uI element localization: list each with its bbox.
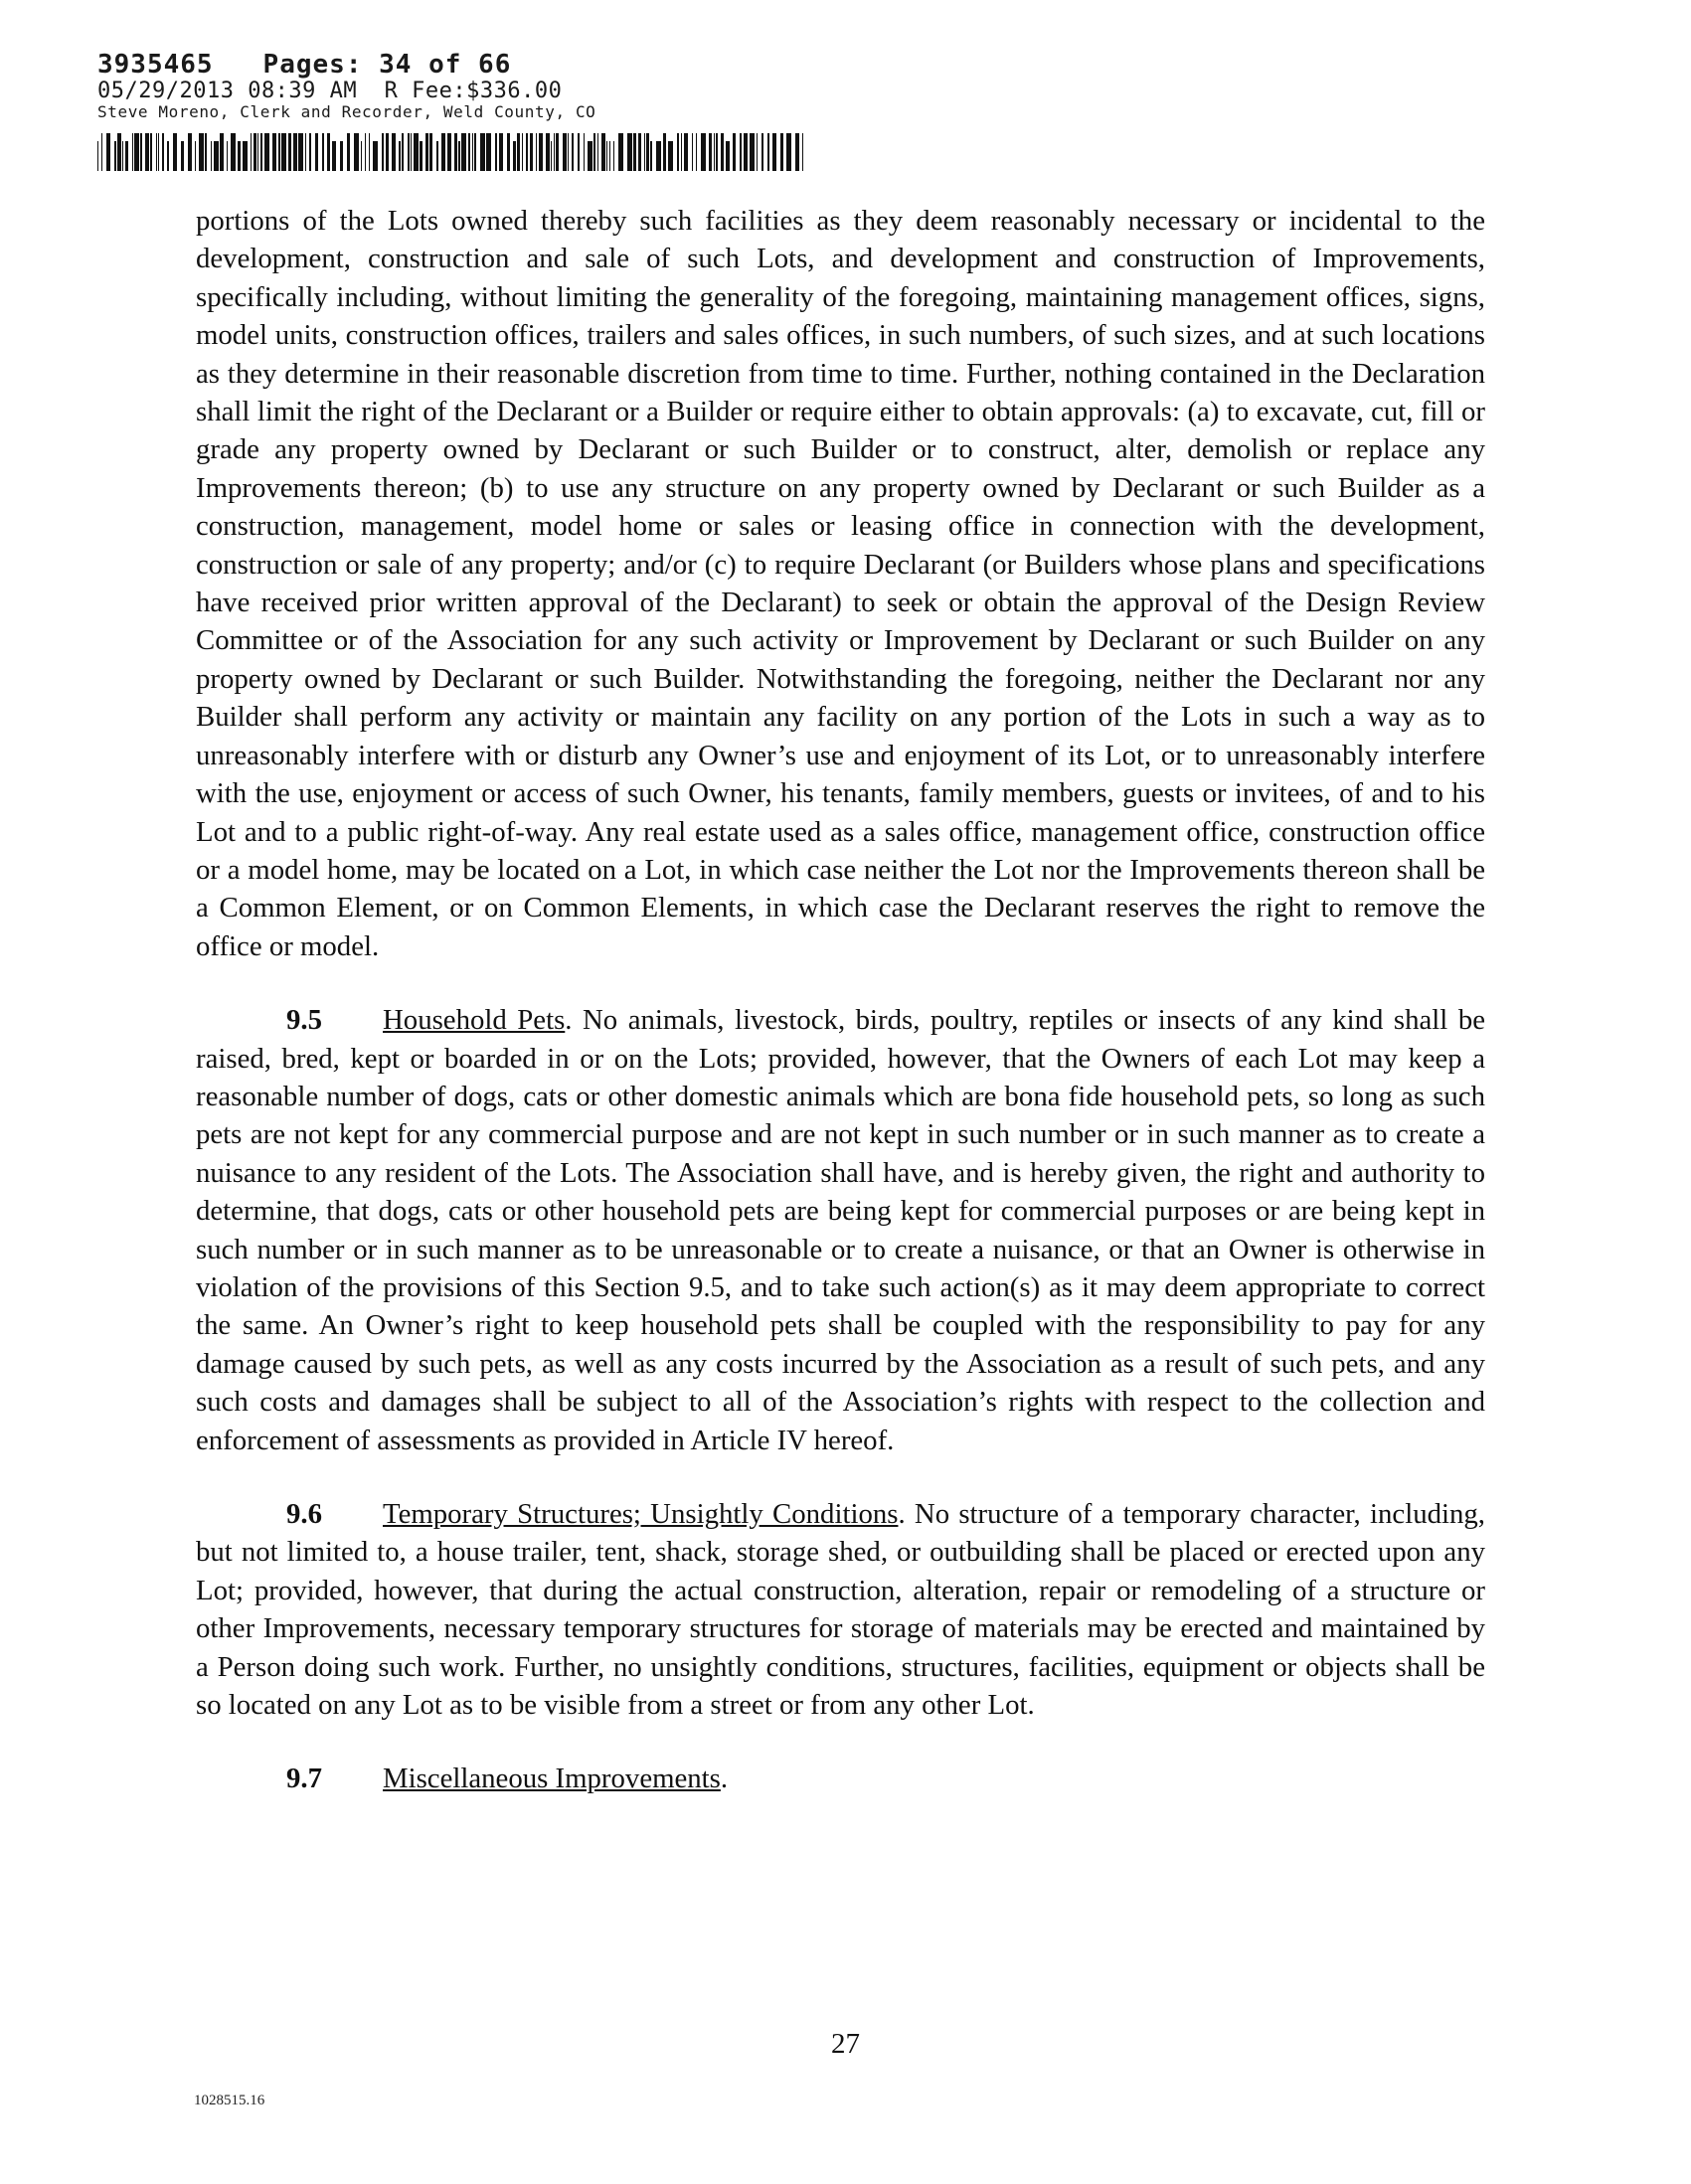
barcode-bar [709, 133, 712, 171]
barcode-bar [288, 133, 291, 171]
barcode-bar [499, 133, 503, 171]
stamp-line-date [97, 80, 595, 103]
barcode-bar [668, 141, 673, 171]
barcode-bar [472, 133, 473, 171]
barcode-bar [716, 133, 718, 171]
barcode-bar [536, 133, 537, 171]
barcode-bar [167, 141, 169, 171]
document-code: 1028515.16 [194, 2093, 265, 2108]
barcode-bar [593, 133, 595, 171]
barcode-bar [243, 141, 248, 171]
paragraph-continued: portions of the Lots owned thereby such facilities as they deem reasonably necessary or incidental to the development, construction and sale of such Lots, and development and construction of Improvements, specifically including, without limiting the generality of the foregoing, maintaining management offices, signs, model units, construction offices, trailers and sales offices, in such numbers, of such sizes, and at such locations as they determine in their reasonable discretion from time to time. Further, nothing contained in the Declaration shall limit the right of the Declarant or a Builder or require either to obtain approvals: (a) to excavate, cut, fill or grade any property owned by Declarant or such Builder or to construct, alter, demolish or replace any Improvements thereon; (b) to use any structure on any property owned by Declarant or such Builder as a construction, management, model home or sales or leasing office in connection with the development, construction or sale of any property; and/or (c) to require Declarant (or Builders whose plans and specifications have received prior written approval of the Declarant) to seek or obtain the approval of the Design Review Committee or of the Association for any such activity or Improvement by Declarant or such Builder on any property owned by Declarant or such Builder. Notwithstanding the foregoing, neither the Declarant nor any Builder shall perform any activity or maintain any facility on any portion of the Lots in such a way as to unreasonably interfere with or disturb any Owner’s use and enjoyment of its Lot, or to unreasonably interfere with the use, enjoyment or access of such Owner, his tenants, family members, guests or invitees, of and to his Lot and to a public right-of-way. Any real estate used as a sales office, management office, construction office or a model home, may be located on a Lot, in which case neither the Lot nor the Improvements thereon shall be a Common Element, or on Common Elements, in which case the Declarant reserves the right to remove the office or model. [196, 205, 1485, 962]
barcode-bar [627, 133, 632, 171]
barcode-bar [132, 133, 133, 171]
section-text: . No structure of a temporary character, including, but not limited to, a house trailer, tent, shack, storage shed, or outbuilding shall be placed or erected upon any Lot; provided, however, that during the actual construction, alteration, repair or remodeling of a structure or other Improvements, necessary temporary structures for storage of materials may be erected and maintained by a Person doing such work. Further, no unsightly conditions, structures, facilities, equipment or objects shall be so located on any Lot as to be visible from a street or from any other Lot. [196, 1498, 1485, 1722]
barcode-bar [526, 133, 528, 171]
barcode-bar [786, 133, 791, 171]
pages-label: Pages: [262, 50, 363, 80]
barcode-bar [251, 133, 252, 171]
section-title: Household Pets [383, 1004, 566, 1037]
barcode-bar [546, 133, 550, 171]
barcode-bar [522, 133, 523, 171]
barcode-bar [609, 141, 610, 171]
barcode-bar [572, 133, 574, 171]
barcode-bar [461, 133, 466, 171]
barcode-bar [714, 133, 715, 171]
barcode-bar [264, 133, 269, 171]
barcode-bar [238, 141, 241, 171]
barcode-bar [513, 141, 516, 171]
barcode-bar [436, 141, 438, 171]
page-number: 27 [831, 2028, 860, 2060]
barcode-bar [425, 133, 428, 171]
barcode-bar [305, 133, 306, 171]
barcode-bar [332, 141, 336, 171]
barcode-bar [726, 141, 730, 171]
barcode-bar [411, 133, 412, 171]
barcode-bar [231, 133, 236, 171]
barcode-bar [733, 133, 736, 171]
barcode-bar [530, 133, 533, 171]
section-9-7 [196, 1760, 1485, 1797]
barcode-bar [399, 141, 401, 171]
barcode-bar [447, 133, 451, 171]
barcode-bar [474, 133, 476, 171]
barcode-bar [140, 133, 142, 171]
section-text: . [720, 1763, 729, 1795]
recording-fee: R Fee:$336.00 [384, 79, 563, 103]
barcode-bar [441, 133, 445, 171]
barcode-bar [744, 133, 748, 171]
barcode-bar [740, 133, 742, 171]
barcode-bar [402, 133, 404, 171]
section-number: 9.5 [286, 1004, 322, 1037]
barcode-bar [156, 133, 157, 171]
barcode-bar [588, 141, 592, 171]
barcode-bar [551, 141, 552, 171]
section-text: . No animals, livestock, birds, poultry, reptiles or insects of any kind shall be raised, bred, kept or boarded in or on the Lots; provided, however, that the Owners of each Lot may keep a reasonable number of dogs, cats or other domestic animals which are bona fide household pets, so long as such pets are not kept for any commercial purpose and are not kept in such number or in such manner as to create a nuisance to any resident of the Lots. The Association shall have, and is hereby given, the right and authority to determine, that dogs, cats or other household pets are being kept for commercial purposes or are being kept in such number or in such manner as to be unreasonable or to create a nuisance, or that an Owner is otherwise in violation of the provisions of this Section 9.5, and to take such action(s) as it may deem appropriate to correct the same. An Owner’s right to keep household pets shall be coupled with the responsibility to pay for any damage caused by such pets, as well as any costs incurred by the Association as a result of such pets, and any such costs and damages shall be subject to all of the Association’s rights with respect to the collection and enforcement of assessments as provided in Article IV hereof. [196, 1004, 1485, 1456]
reception-number: 3935465 [97, 50, 214, 80]
barcode-bar [322, 133, 324, 171]
barcode-bar [122, 141, 123, 171]
barcode-bar [795, 133, 799, 171]
recording-date-time: 05/29/2013 08:39 AM [97, 79, 358, 103]
barcode-bar [613, 141, 614, 171]
section-number: 9.6 [286, 1498, 322, 1530]
barcode-bar [181, 141, 184, 171]
barcode-bar [517, 133, 520, 171]
barcode-bar [556, 133, 559, 171]
barcode-bar [767, 133, 769, 171]
barcode-bar [162, 133, 164, 171]
section-9-5 [196, 1001, 1485, 1459]
barcode-bar [684, 133, 688, 171]
barcode-bar [125, 141, 128, 171]
barcode-bar [584, 133, 585, 171]
barcode-bar [677, 133, 679, 171]
barcode-bar [293, 133, 297, 171]
barcode-bar [468, 133, 470, 171]
barcode-bar [646, 133, 649, 171]
barcode-bar [369, 133, 370, 171]
barcode-bar [701, 133, 706, 171]
barcode-bar [150, 133, 152, 171]
barcode-bar [486, 133, 491, 171]
barcode-bar [644, 133, 645, 171]
barcode-bar [298, 133, 303, 171]
barcode-bar [361, 141, 362, 171]
barcode-bar [327, 133, 330, 171]
barcode-bar [750, 133, 755, 171]
barcode-bar [454, 133, 457, 171]
recording-barcode [97, 133, 803, 171]
barcode-bar [429, 133, 432, 171]
barcode-bar [568, 133, 569, 171]
barcode-bar [347, 133, 350, 171]
barcode-bar [480, 133, 485, 171]
barcode-bar [578, 133, 580, 171]
barcode-bar [638, 133, 641, 171]
barcode-bar [618, 133, 623, 171]
barcode-bar [365, 133, 366, 171]
section-number: 9.7 [286, 1763, 322, 1795]
barcode-bar [260, 133, 262, 171]
barcode-bar [392, 133, 396, 171]
barcode-bar [601, 133, 605, 171]
barcode-bar [663, 133, 666, 171]
barcode-bar [382, 133, 384, 171]
barcode-bar [420, 141, 423, 171]
barcode-bar [802, 133, 803, 171]
barcode-bar [315, 133, 318, 171]
barcode-bar [188, 133, 192, 171]
pages-value: 34 of 66 [379, 50, 512, 80]
barcode-bar [650, 141, 652, 171]
barcode-bar [563, 133, 567, 171]
barcode-bar [495, 133, 497, 171]
barcode-bar [205, 133, 207, 171]
barcode-bar [278, 133, 280, 171]
barcode-bar [606, 141, 607, 171]
barcode-bar [373, 141, 378, 171]
barcode-bar [340, 141, 343, 171]
recording-stamp [97, 50, 595, 121]
recorder-line: Steve Moreno, Clerk and Recorder, Weld County, CO [97, 102, 596, 121]
barcode-bar [117, 133, 121, 171]
barcode-bar [220, 133, 224, 171]
barcode-bar [195, 141, 196, 171]
barcode-bar [97, 141, 98, 171]
barcode-bar [692, 133, 693, 171]
barcode-bar [101, 133, 102, 171]
document-body [196, 202, 1485, 1834]
barcode-bar [211, 141, 212, 171]
barcode-bar [227, 141, 228, 171]
barcode-bar [214, 141, 219, 171]
barcode-bar [254, 133, 256, 171]
barcode-bar [507, 133, 510, 171]
barcode-bar [721, 133, 724, 171]
barcode-bar [309, 133, 311, 171]
barcode-bar [554, 133, 555, 171]
barcode-bar [199, 133, 204, 171]
barcode-bar [772, 133, 776, 171]
barcode-bar [696, 133, 697, 171]
stamp-line-reception [97, 50, 595, 80]
barcode-bar [354, 133, 359, 171]
barcode-bar [633, 133, 636, 171]
barcode-bar [114, 141, 116, 171]
barcode-bar [757, 133, 758, 171]
barcode-bar [458, 141, 460, 171]
barcode-bar [408, 133, 410, 171]
barcode-bar [414, 133, 419, 171]
barcode-bar [257, 133, 258, 171]
barcode-bar [597, 133, 598, 171]
section-9-6 [196, 1495, 1485, 1724]
barcode-bar [272, 133, 276, 171]
section-title: Temporary Structures; Unsightly Conditions [383, 1498, 899, 1530]
barcode-bar [656, 141, 661, 171]
barcode-bar [761, 133, 763, 171]
barcode-bar [281, 133, 286, 171]
barcode-bar [173, 133, 177, 171]
barcode-bar [106, 133, 110, 171]
barcode-bar [386, 133, 389, 171]
barcode-bar [158, 133, 159, 171]
barcode-bar [134, 133, 139, 171]
barcode-bar [681, 133, 682, 171]
barcode-bar [145, 133, 149, 171]
section-title: Miscellaneous Improvements [383, 1763, 721, 1795]
barcode-bar [780, 133, 783, 171]
barcode-bar [539, 133, 543, 171]
